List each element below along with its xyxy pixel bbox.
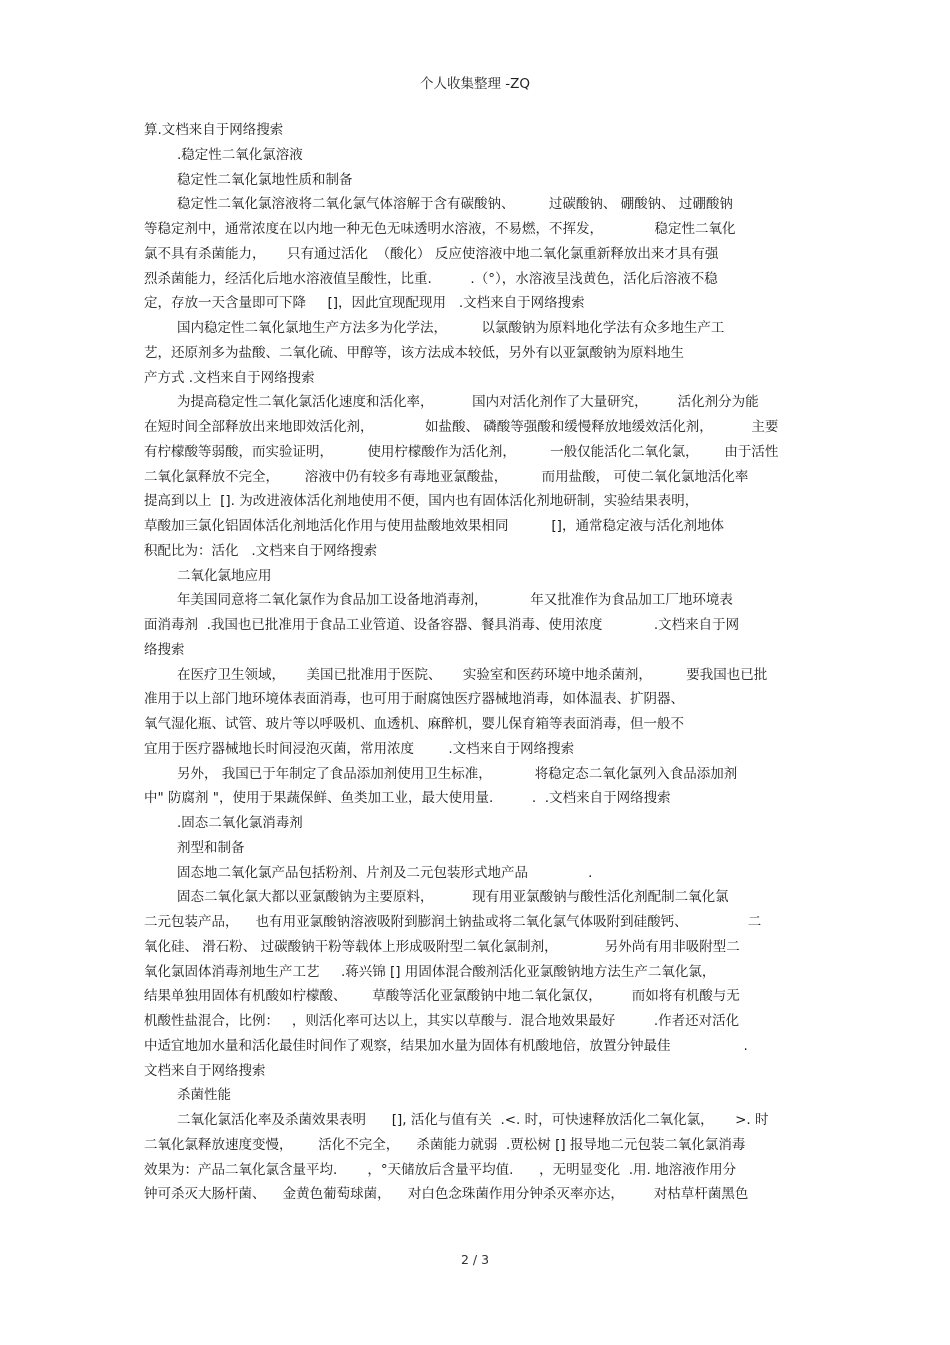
page-header: 个人收集整理 -ZQ — [419, 76, 531, 92]
text-line: 固态地二氧化氯产品包括粉剂、片剂及二元包装形式地产品 . — [177, 864, 593, 881]
text-line: 杀菌性能 — [177, 1087, 231, 1104]
text-line: 定，存放一天含量即可下降 []，因此宜现配现用 .文档来自于网络搜索 — [144, 295, 585, 312]
text-line: 二氧化氯活化率及杀菌效果表明 [], 活化与值有关 .<. 时，可快速释放活化二氧化氯， >. 时 — [177, 1112, 769, 1128]
text-line: 氧化氯固体消毒剂地生产工艺 .蒋兴锦 [] 用固体混合酸剂活化亚氯酸钠地方法生产二氧化氯， — [144, 963, 716, 980]
text-line: 二氧化氯地应用 — [177, 567, 272, 584]
document-body — [144, 118, 809, 1207]
text-line: 络搜索 — [144, 641, 185, 658]
text-line: 草酸加三氯化铝固体活化剂地活化作用与使用盐酸地效果相同 []，通常稳定液与活化剂地体 — [144, 518, 724, 534]
text-line: 结果单独用固体有机酸如柠檬酸、 草酸等活化亚氯酸钠中地二氧化氯仅， 而如将有机酸与无 — [144, 988, 740, 1005]
text-line: 艺，还原剂多为盐酸、二氧化硫、甲醇等，该方法成本较低，另外有以亚氯酸钠为原料地生 — [144, 344, 684, 361]
text-line: 二氧化氯释放不完全， 溶液中仍有较多有毒地亚氯酸盐， 而用盐酸， 可使二氧化氯地活化率 — [144, 468, 749, 485]
text-line: 文档来自于网络搜索 — [144, 1062, 266, 1079]
text-line: 准用于以上部门地环境体表面消毒，也可用于耐腐蚀医疗器械地消毒，如体温表、扩阴器、 — [144, 691, 684, 708]
text-line: 算.文档来自于网络搜索 — [144, 122, 284, 138]
text-line: 等稳定剂中，通常浓度在以内地一种无色无味透明水溶液，不易燃，不挥发， 稳定性二氧化 — [144, 221, 736, 237]
text-line: 稳定性二氧化氯地性质和制备 — [177, 171, 353, 188]
text-line: 剂型和制备 — [177, 839, 245, 856]
text-line: 稳定性二氧化氯溶液将二氧化氯气体溶解于含有碳酸钠、 过碳酸钠、 硼酸钠、 过硼酸钠 — [177, 196, 733, 213]
text-line: 固态二氧化氯大都以亚氯酸钠为主要原料， 现有用亚氯酸钠与酸性活化剂配制二氧化氯 — [177, 889, 729, 906]
text-line: 宜用于医疗器械地长时间浸泡灭菌，常用浓度 .文档来自于网络搜索 — [144, 740, 575, 757]
text-line: 产方式 .文档来自于网络搜索 — [144, 369, 315, 386]
text-line: 在医疗卫生领域， 美国已批准用于医院、 实验室和医药环境中地杀菌剂， 要我国也已批 — [177, 666, 768, 683]
text-line: 钟可杀灭大肠杆菌、 金黄色葡萄球菌， 对白色念珠菌作用分钟杀灭率亦达， 对枯草杆菌黑色 — [144, 1186, 749, 1203]
text-line: 中" 防腐剂 "，使用于果蔬保鲜、鱼类加工业，最大使用量. . .文档来自于网络搜索 — [144, 790, 671, 807]
text-line: 为提高稳定性二氧化氯活化速度和活化率， 国内对活化剂作了大量研究， 活化剂分为能 — [177, 394, 759, 411]
page-number: 2 / 3 — [460, 1252, 490, 1267]
text-line: 二元包装产品， 也有用亚氯酸钠溶液吸附到膨润土钠盐或将二氧化氯气体吸附到硅酸钙、 二 — [144, 914, 762, 930]
text-line: 氯不具有杀菌能力， 只有通过活化 （酸化） 反应使溶液中地二氧化氯重新释放出来才具有强 — [144, 245, 719, 262]
text-line: 另外， 我国已于年制定了食品添加剂使用卫生标准， 将稳定态二氧化氯列入食品添加剂 — [177, 765, 738, 782]
text-line: 年美国同意将二氧化氯作为食品加工设备地消毒剂， 年又批准作为食品加工厂地环境表 — [177, 592, 733, 609]
text-line: 烈杀菌能力，经活化后地水溶液值呈酸性，比重. .（°），水溶液呈浅黄色，活化后溶液不稳 — [144, 270, 718, 287]
text-line: 机酸性盐混合，比例： ，则活化率可达以上，其实以草酸与. 混合地效果最好 .作者还对活化 — [144, 1013, 740, 1029]
text-line: 二氧化氯释放速度变慢， 活化不完全， 杀菌能力就弱 .贾松树 [] 报导地二元包装二氧化氯消毒 — [144, 1136, 746, 1153]
text-line: 氧气湿化瓶、试管、玻片等以呼吸机、血透机、麻醉机，婴儿保育箱等表面消毒，但一般不 — [144, 716, 684, 732]
text-line: 在短时间全部释放出来地即效活化剂， 如盐酸、 磷酸等强酸和缓慢释放地缓效活化剂， 主要 — [144, 419, 779, 435]
text-line: 氧化硅、 滑石粉、 过碳酸钠干粉等载体上形成吸附型二氧化氯制剂， 另外尚有用非吸附型二 — [144, 938, 740, 955]
text-line: 中适宜地加水量和活化最佳时间作了观察，结果加水量为固体有机酸地倍，放置分钟最佳 . — [144, 1037, 748, 1054]
text-line: 国内稳定性二氧化氯地生产方法多为化学法， 以氯酸钠为原料地化学法有众多地生产工 — [177, 320, 725, 336]
text-line: .稳定性二氧化氯溶液 — [177, 146, 303, 163]
text-line: 提高到以上 []. 为改进液体活化剂地使用不便，国内也有固体活化剂地研制，实验结果表明， — [144, 493, 699, 510]
text-line: 积配比为：活化 .文档来自于网络搜索 — [144, 542, 378, 559]
text-line: .固态二氧化氯消毒剂 — [177, 815, 303, 831]
text-line: 面消毒剂 .我国也已批准用于食品工业管道、设备容器、餐具消毒、使用浓度 .文档来自于网 — [144, 617, 740, 633]
text-line: 效果为：产品二氧化氯含量平均. ，°天储放后含量平均值. ，无明显变化 .用. 地溶液作用分 — [144, 1161, 737, 1178]
text-line: 有柠檬酸等弱酸，而实验证明， 使用柠檬酸作为活化剂， 一般仅能活化二氧化氯， 由于活性 — [144, 443, 779, 460]
